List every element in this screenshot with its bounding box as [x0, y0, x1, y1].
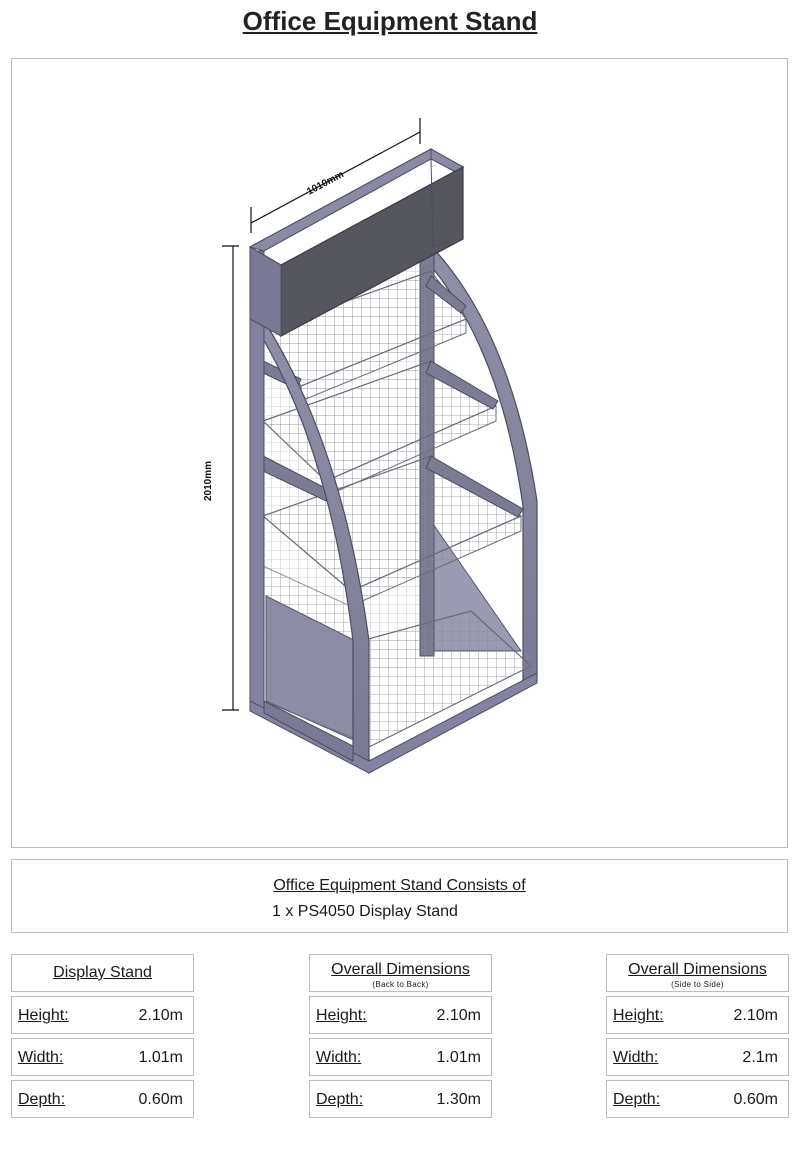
spec-row-width — [11, 1038, 194, 1076]
contents-heading: Office Equipment Stand Consists of — [273, 877, 526, 894]
spec-row-width — [606, 1038, 789, 1076]
height-dimension-label: 2010mm — [203, 460, 214, 501]
spec-table-title: Display Stand — [53, 964, 152, 981]
spec-table-heading — [309, 954, 492, 992]
spec-row-label: Width: — [316, 1049, 362, 1066]
spec-table-subtitle: (Side to Side) — [671, 980, 724, 989]
spec-row-label: Width: — [18, 1049, 64, 1066]
spec-row-label: Height: — [18, 1007, 69, 1024]
spec-row-value: 2.10m — [138, 1007, 183, 1024]
spec-row-value: 0.60m — [138, 1091, 183, 1108]
spec-table-subtitle: (Back to Back) — [372, 980, 429, 989]
width-dimension-label: 1010mm — [305, 169, 346, 198]
spec-row-label: Depth: — [316, 1091, 364, 1108]
spec-row-height — [309, 996, 492, 1034]
spec-row-height — [606, 996, 789, 1034]
spec-row-label: Depth: — [613, 1091, 661, 1108]
spec-row-value: 2.1m — [742, 1049, 778, 1066]
spec-row-value: 0.60m — [733, 1091, 778, 1108]
spec-row-width — [309, 1038, 492, 1076]
spec-row-value: 1.01m — [138, 1049, 183, 1066]
spec-row-depth — [11, 1080, 194, 1118]
spec-table-heading — [11, 954, 194, 992]
contents-item: 1 x PS4050 Display Stand — [272, 903, 458, 920]
spec-table-title: Overall Dimensions — [628, 961, 767, 978]
spec-row-depth — [606, 1080, 789, 1118]
spec-row-label: Width: — [613, 1049, 659, 1066]
height-dimension — [203, 246, 239, 710]
display-stand-drawing — [12, 59, 787, 847]
spec-table-title: Overall Dimensions — [331, 961, 470, 978]
spec-row-height — [11, 996, 194, 1034]
spec-row-value: 2.10m — [436, 1007, 481, 1024]
spec-row-value: 2.10m — [733, 1007, 778, 1024]
product-drawing-panel — [11, 58, 788, 848]
spec-row-label: Height: — [613, 1007, 664, 1024]
spec-row-label: Depth: — [18, 1091, 66, 1108]
spec-row-label: Height: — [316, 1007, 367, 1024]
contents-panel — [11, 859, 788, 933]
spec-table-heading — [606, 954, 789, 992]
spec-row-depth — [309, 1080, 492, 1118]
spec-row-value: 1.30m — [436, 1091, 481, 1108]
spec-row-value: 1.01m — [436, 1049, 481, 1066]
page-title: Office Equipment Stand — [242, 6, 538, 36]
